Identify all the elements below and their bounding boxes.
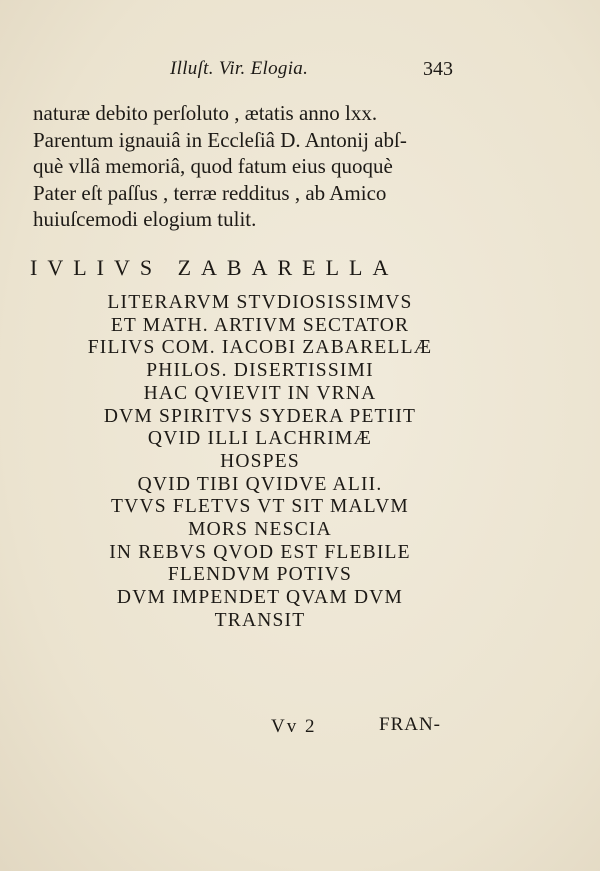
page-number: 343 [423, 58, 453, 80]
signature-mark: Vv 2 [271, 716, 317, 737]
epitaph-inscription [20, 292, 500, 633]
paragraph-line: naturæ debito perſoluto , ætatis anno lxx. [33, 101, 378, 125]
running-title: Illuſt. Vir. Elogia. [170, 58, 309, 79]
epitaph-line: QVID TIBI QVIDVE ALII. [137, 473, 383, 495]
paragraph-line: Pater eſt paſſus , terræ redditus , ab Amico [33, 180, 387, 205]
epitaph-line: FILIVS COM. IACOBI ZABARELLÆ [87, 337, 433, 359]
epitaph-line: QVID ILLI LACHRIMÆ [147, 428, 373, 450]
catchword: FRAN- [379, 714, 442, 735]
epitaph-line: MORS NESCIA [188, 519, 332, 541]
paragraph-line: què vllâ memoriâ, quod fatum eius quoquè [33, 154, 393, 178]
epitaph-heading: IVLIVS ZABARELLA [30, 255, 399, 280]
epitaph-line: LITERARVM STVDIOSISSIMVS [107, 292, 413, 313]
paragraph-line: huiuſcemodi elogium tulit. [33, 207, 257, 231]
epitaph-line: DVM IMPENDET QVAM DVM [116, 587, 404, 609]
epitaph-line: DVM SPIRITVS SYDERA PETIIT [103, 405, 417, 427]
epitaph-line: TVVS FLETVS VT SIT MALVM [111, 496, 409, 518]
epitaph-line: HOSPES [220, 450, 300, 472]
epitaph-line: HAC QVIEVIT IN VRNA [143, 382, 377, 404]
epitaph-line: FLENDVM POTIVS [167, 564, 353, 586]
epitaph-line: ET MATH. ARTIVM SECTATOR [110, 314, 410, 336]
epitaph-line: IN REBVS QVOD EST FLEBILE [109, 541, 411, 563]
body-paragraph [33, 100, 463, 233]
epitaph-line: PHILOS. DISERTISSIMI [146, 360, 374, 382]
epitaph-line: TRANSIT [214, 609, 306, 631]
paragraph-line: Parentum ignauiâ in Eccleſiâ D. Antonij abſ- [33, 127, 407, 152]
